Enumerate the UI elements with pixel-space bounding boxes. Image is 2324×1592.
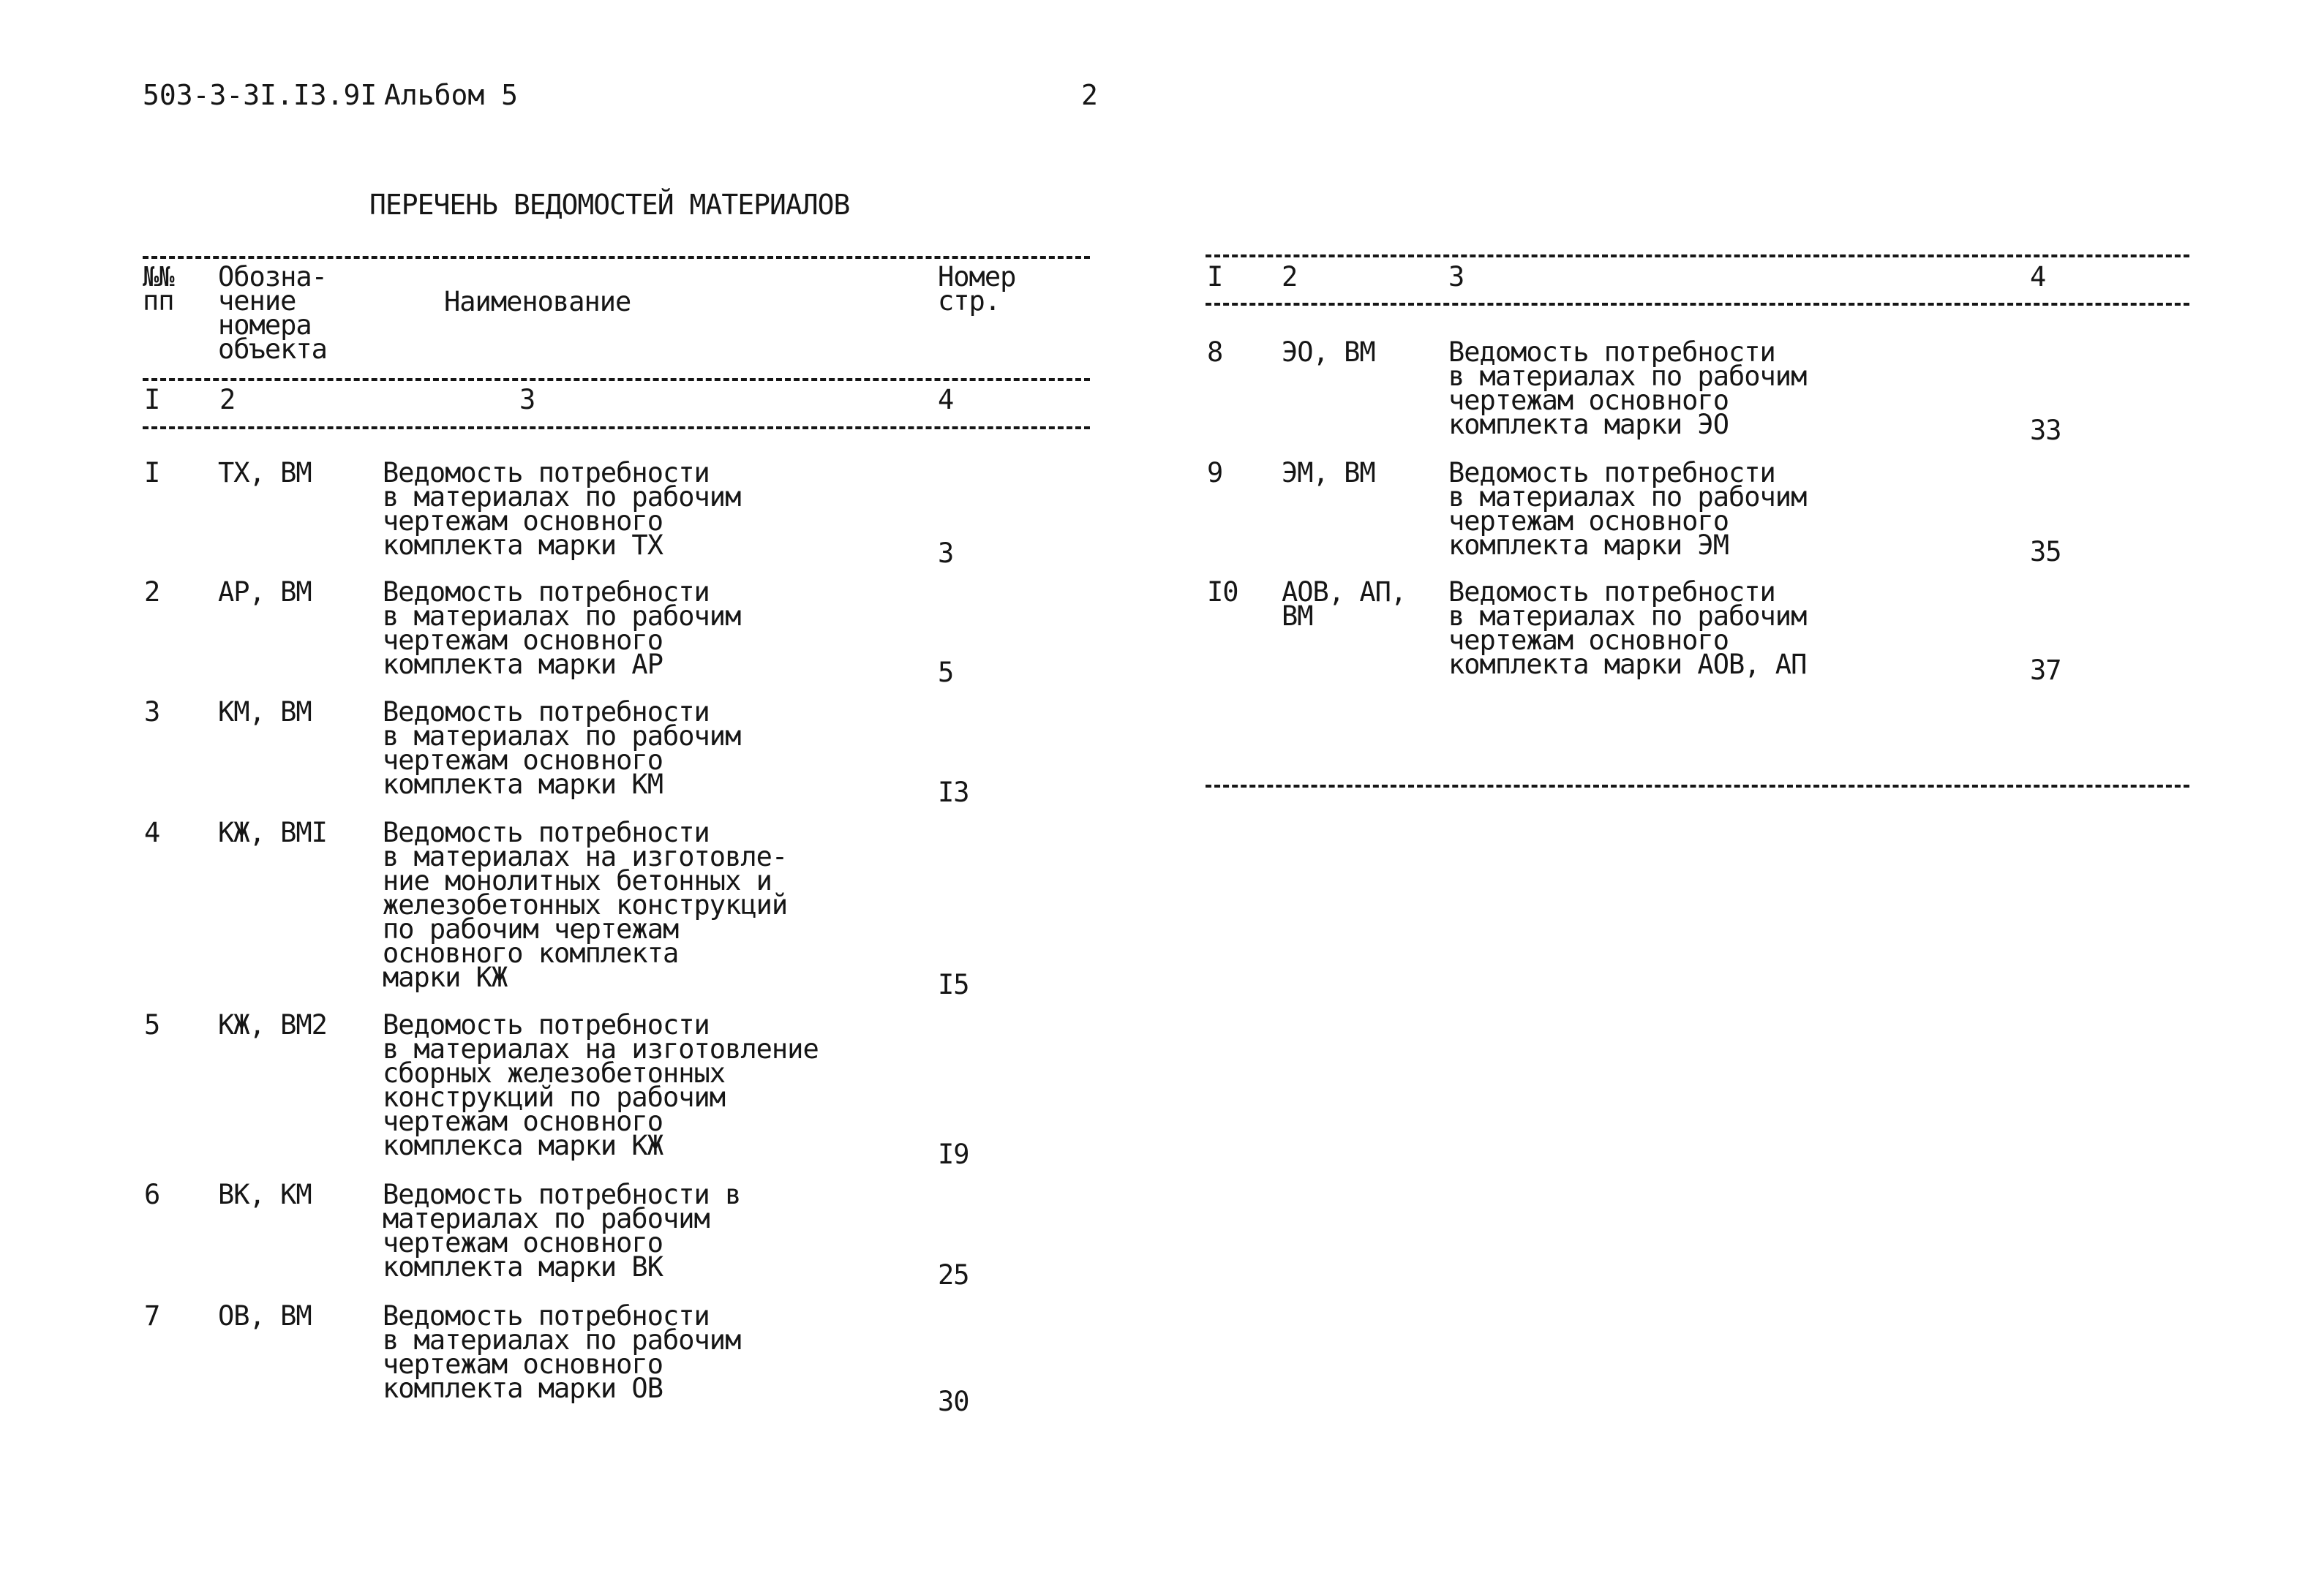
row-code: ЭМ, ВМ: [1282, 457, 1375, 488]
header-page: [938, 261, 1016, 317]
description-line: в материалах по рабочим: [1448, 361, 1807, 392]
description-line: в материалах по рабочим: [1448, 600, 1807, 632]
document-code: 503-3-3I.I3.9I: [143, 79, 377, 111]
col-number-1: I: [1207, 261, 1223, 293]
description-line: комплекта марки АОВ, АП: [1448, 649, 1807, 680]
description-line: комплекта марки АР: [383, 649, 663, 680]
description-line: материалах по рабочим: [383, 1203, 710, 1234]
description-line: основного комплекта: [383, 938, 679, 969]
description-line: Ведомость потребности: [383, 1009, 710, 1041]
description-line: комплекта марки ЭМ: [1448, 529, 1729, 561]
description-line: в материалах по рабочим: [383, 481, 741, 513]
row-code: ВК, КМ: [218, 1179, 312, 1210]
row-code: КМ, ВМ: [218, 696, 312, 728]
col-number-4: 4: [2030, 261, 2046, 293]
description-line: чертежам основного: [383, 505, 663, 537]
row-num: I: [144, 457, 160, 488]
row-num: 7: [144, 1300, 160, 1332]
table-top-rule: [1206, 254, 2189, 257]
description-line: чертежам основного: [1448, 385, 1729, 416]
description-line: комплекта марки КМ: [383, 769, 663, 800]
description-line: комплекта марки ОВ: [383, 1373, 663, 1404]
description-line: чертежам основного: [383, 625, 663, 656]
header-num-line: пп: [143, 285, 174, 317]
description-line: Ведомость потребности: [1448, 457, 1775, 488]
description-line: в материалах по рабочим: [383, 1324, 741, 1356]
description-line: в материалах по рабочим: [1448, 481, 1807, 513]
row-page: 30: [938, 1386, 969, 1417]
description-line: чертежам основного: [383, 1106, 663, 1137]
header-code-line: чение: [218, 285, 296, 317]
description-line: чертежам основного: [383, 744, 663, 776]
row-code: ЭО, ВМ: [1282, 336, 1375, 368]
row-description: [383, 1300, 741, 1404]
row-code: ТХ, ВМ: [218, 457, 312, 488]
row-page: 35: [2030, 536, 2061, 567]
description-line: Ведомость потребности: [1448, 336, 1775, 368]
description-line: в материалах на изготовление: [383, 1033, 819, 1065]
header-code: [218, 261, 327, 365]
row-code: ОВ, ВМ: [218, 1300, 312, 1332]
description-line: железобетонных конструкций: [383, 889, 788, 921]
description-line: комплекса марки КЖ: [383, 1130, 663, 1161]
row-description: [383, 696, 741, 800]
header-num-line: №№: [143, 261, 174, 293]
description-line: чертежам основного: [383, 1348, 663, 1380]
row-num: I0: [1207, 576, 1238, 608]
header-name: Наименование: [444, 286, 631, 317]
row-num: 4: [144, 817, 160, 848]
row-num: 3: [144, 696, 160, 728]
row-page: 3: [938, 537, 954, 569]
header-rule: [143, 378, 1090, 381]
row-description: [1448, 457, 1807, 561]
header-page-line: стр.: [938, 285, 1001, 317]
description-line: по рабочим чертежам: [383, 913, 679, 945]
description-line: чертежам основного: [1448, 505, 1729, 537]
description-line: сборных железобетонных: [383, 1057, 726, 1089]
row-description: [383, 1009, 819, 1161]
row-page: 5: [938, 657, 954, 688]
table-top-rule: [143, 256, 1090, 259]
row-page: 33: [2030, 415, 2061, 446]
col-numbers-rule: [143, 426, 1090, 429]
header-page-line: Номер: [938, 261, 1016, 293]
description-line: в материалах по рабочим: [383, 600, 741, 632]
page-number: 2: [1081, 79, 1098, 111]
row-code: КЖ, ВМ2: [218, 1009, 327, 1041]
row-num: 9: [1207, 457, 1223, 488]
description-line: комплекта марки ТХ: [383, 529, 663, 561]
row-description: [1448, 336, 1807, 440]
row-num: 8: [1207, 336, 1223, 368]
table-bottom-rule: [1206, 785, 2189, 788]
row-description: [383, 817, 788, 993]
row-num: 5: [144, 1009, 160, 1041]
row-num: 6: [144, 1179, 160, 1210]
code-line: АОВ, АП,: [1282, 576, 1407, 608]
description-line: в материалах на изготовле-: [383, 841, 788, 872]
row-code: АР, ВМ: [218, 576, 312, 608]
row-num: 2: [144, 576, 160, 608]
row-description: [383, 576, 741, 680]
code-line: ВМ: [1282, 600, 1313, 632]
description-line: Ведомость потребности: [383, 696, 710, 728]
description-line: комплекта марки ВК: [383, 1251, 663, 1283]
description-line: конструкций по рабочим: [383, 1082, 726, 1113]
description-line: чертежам основного: [1448, 625, 1729, 656]
col-number-4: 4: [938, 384, 954, 415]
row-code: КЖ, ВМI: [218, 817, 327, 848]
description-line: Ведомость потребности: [383, 1300, 710, 1332]
row-description: [383, 457, 741, 561]
row-page: I5: [938, 969, 969, 1000]
header-code-line: номера: [218, 309, 312, 341]
row-description: [1448, 576, 1807, 680]
header-code-line: объекта: [218, 333, 327, 365]
description-line: Ведомость потребности: [383, 457, 710, 488]
row-page: 37: [2030, 654, 2061, 686]
description-line: чертежам основного: [383, 1227, 663, 1259]
description-line: марки КЖ: [383, 962, 508, 993]
col-number-2: 2: [1282, 261, 1298, 293]
description-line: Ведомость потребности: [383, 817, 710, 848]
row-page: I9: [938, 1139, 969, 1170]
col-number-3: 3: [519, 384, 535, 415]
header-num: [143, 261, 174, 317]
description-line: в материалах по рабочим: [383, 720, 741, 752]
page-title: ПЕРЕЧЕНЬ ВЕДОМОСТЕЙ МАТЕРИАЛОВ: [369, 189, 850, 221]
col-number-1: I: [144, 384, 160, 415]
description-line: ние монолитных бетонных и: [383, 865, 772, 897]
row-description: [383, 1179, 741, 1283]
col-number-3: 3: [1448, 261, 1464, 293]
col-number-2: 2: [219, 384, 236, 415]
header-code-line: Обозна-: [218, 261, 327, 293]
row-code: [1282, 576, 1407, 632]
description-line: Ведомость потребности: [1448, 576, 1775, 608]
description-line: Ведомость потребности: [383, 576, 710, 608]
description-line: Ведомость потребности в: [383, 1179, 741, 1210]
col-numbers-rule: [1206, 303, 2189, 306]
row-page: 25: [938, 1259, 969, 1291]
album-label: Альбом 5: [384, 79, 519, 111]
row-page: I3: [938, 777, 969, 808]
description-line: комплекта марки ЭО: [1448, 409, 1729, 440]
